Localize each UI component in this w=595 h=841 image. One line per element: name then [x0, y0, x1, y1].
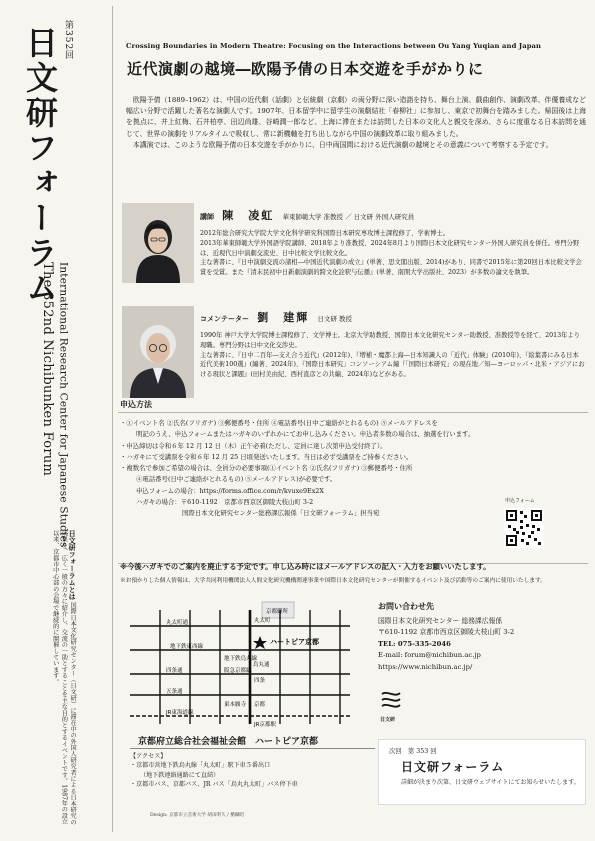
map-label: 東本願寺	[224, 702, 247, 708]
speaker-profile	[200, 207, 585, 278]
next-forum-box	[378, 739, 586, 805]
access-heading: 【アクセス】	[130, 753, 167, 760]
qr-label: 申込フォーム	[505, 498, 535, 504]
speaker-affiliation: 華東師範大学 准教授 ／ 日文研 外国人研究員	[282, 213, 415, 221]
map-label: 烏丸通	[253, 662, 270, 668]
map-label: 京都	[254, 702, 266, 708]
commentator-bio-1: 1990年 神戸大学大学院博士課程修了、文学博士。北京大学助教授、国際日本文化研究センター助教授、准教授等を経て、2013年より現職。専門分野は日中文化交渉史。	[200, 332, 581, 349]
about-text: 国際日本文化研究センター（日文研）に滞在中の外国人研究者による日本研究の成果を、広く一般の方々に紹介し、交流の一助とすることを主な目的とするイベントです。1987年の設立以来、京都市中心部の会場で継続的に開催しています。	[51, 530, 77, 826]
speaker-bio-2: 2013年華東師範大学外国語学院講師、2018年より准教授、2024年8月より国際日本文化研究センター外国人研究員を併任。専門分野は、近現代日中演劇交流史、日中比較文学比較文化。	[200, 239, 580, 257]
access-line: ・京都市バス、京都バス、JR バス「烏丸丸太町」バス停下車	[130, 781, 298, 789]
forum-name-en: The 352nd Nichibunken Forum	[40, 262, 55, 477]
contact-website[interactable]: https://www.nichibun.ac.jp/	[378, 662, 473, 671]
speaker-name: 陳 凌虹	[222, 209, 275, 222]
contact-email[interactable]: E-mail: forum@nichibun.ac.jp	[378, 651, 481, 660]
access-line: （地下鉄連絡通路にて直結）	[140, 771, 220, 779]
next-forum-title: 日文研フォーラム	[401, 760, 505, 774]
commentator-photo	[122, 306, 194, 398]
speaker-role: 講師	[200, 213, 214, 221]
speaker-bio-3: 主な著書に、『日中演劇交流の諸相―中国近代演劇の成立』(単著、思文閣出版、2014)があり、同書で2015年に第20回日本比較文学会賞を受賞。また『清末民初中日新劇演劇的跨文化詮釈与伝播』(単著、南開大学出版社、2023）が多数の論文を執筆。	[200, 259, 582, 277]
map-label: JR東海道線	[166, 710, 194, 716]
logo-text: 日文研	[380, 717, 396, 723]
design-credit: Design: 京都市立芸術大学 胡田明久 / 楯綱昭	[150, 813, 244, 818]
nichibunken-logo-icon	[380, 688, 402, 714]
postcard-notice: ※今後ハガキでのご案内を廃止する予定です。申し込み時にはメールアドレスの記入・入力をお願いいたします。	[120, 562, 491, 571]
map-label: 地下鉄東西線	[170, 644, 204, 650]
map-label: 丸太町通	[166, 620, 189, 626]
intro-paragraph-1: 欧陽予倩（1889–1962）は、中国の近代劇（話劇）と伝統劇（京劇）の両分野に深い造詣を持ち、舞台上演、戯曲創作、演劇改革、伴優養成など幅広い分野で活躍した著名な演劇人です。1907年、日本留学中に留学生の演劇結社「春柳社」に参加し、東京で初舞台を踏みました。帰国後は上海を拠点に、井上紅梅、石井柏亭、田辺尚雄、谷崎潤一郎など、上海に滞在または訪問した日本の文化人と親交を深め、さらに度重なる日本訪問を通じて、世界の演劇をリアルタイムで吸収し、常に新機軸を打ち出しながら中国の演劇改革に取り組みました。	[126, 96, 586, 138]
forum-title-vertical: 日文研フォーラム	[21, 26, 59, 306]
access-info	[130, 748, 375, 790]
map-label: 五条通	[166, 689, 183, 695]
privacy-note: ※お預かりした個人情報は、大学共同利用機関法人人間文化研究機構関連事業や国際日本文化研究センターが開催するイベント及び活動等のご案内に使用いたします。	[120, 578, 546, 584]
map-label: 地下鉄烏丸線	[224, 656, 258, 662]
apply-line: ・申込締切は令和６年 12 月 12 日（木）正午必着(ただし、定員に達し次第申込受付終了）。	[120, 441, 387, 450]
commentator-affiliation: 日文研 教授	[317, 315, 353, 323]
map-label: 丸太町	[254, 618, 271, 624]
about-heading: 日文研フォーラムとは	[68, 530, 78, 600]
issue-number: 第352回	[63, 20, 73, 61]
map-label: ハートピア京都	[270, 638, 319, 646]
map-label: 京都御所	[266, 609, 289, 615]
speaker-bio-1: 2012年総合研究大学院大学文化科学研究科国際日本研究専攻博士課程修了、学術博士。	[200, 230, 450, 238]
apply-form-url[interactable]: 申込フォームの場合：https://forms.office.com/r/kvuxe9Ex2X	[136, 486, 324, 495]
speaker-photo	[122, 203, 194, 283]
contact-org: 国際日本文化研究センター 総務課広報係	[378, 616, 503, 625]
apply-line: ・ハガキにて受講票を令和６年 12 月 25 日頃発送いたします。当日は必ず受講票をご持参ください。	[120, 452, 413, 461]
contact-info	[378, 600, 588, 673]
map-label: 四条	[254, 678, 266, 684]
left-column	[0, 0, 112, 841]
venue-name: 京都府立総合社会福祉会館 ハートピア京都	[138, 737, 319, 747]
qr-code-icon[interactable]	[504, 508, 544, 548]
apply-heading: 申込方法	[120, 400, 152, 409]
intro-paragraph-2: 本講演では、このような欧陽予倩の日本交遊を手がかりに、日中両国間における近代演劇の越境とその意義について考察する予定です。	[132, 140, 553, 149]
apply-line: ・①イベント名 ②氏名(フリガナ) ③郵便番号・住所 ④電話番号(日中ご連絡がとれるもの) ⑤メールアドレスを	[120, 419, 438, 427]
apply-line: 明記のうえ、申込フォームまたはハガキのいずれかにてお申し込みください。申込者多数の場合は、抽選を行います。	[136, 430, 475, 439]
commentator-role: コメンテーター	[200, 315, 249, 323]
access-map	[120, 600, 370, 730]
english-title: Crossing Boundaries in Modern Theatre: Focusing on the Interactions between Ou Yang Yuqian and Japan	[126, 42, 542, 50]
commentator-profile	[200, 309, 585, 380]
contact-tel[interactable]: TEL: 075-335-2046	[378, 639, 451, 648]
about-forum	[50, 530, 77, 830]
apply-postcard-recipient: 国際日本文化研究センター総務課広報係「日文研フォーラム」担当宛	[182, 509, 380, 517]
map-label: JR京都駅	[254, 722, 276, 728]
contact-heading: お問い合わせ先	[378, 602, 434, 611]
intro-text	[126, 95, 586, 151]
apply-line: ④電話番号(日中ご連絡がとれるもの) ⑤メールアドレス)が必要です。	[136, 475, 337, 484]
next-forum-label: 次回 第 353 回	[389, 748, 437, 755]
commentator-bio-2: 主な著書に、『日中二百年―支え合う近代』(2012年)、『増補・魔都上海―日本知識人の「近代」体験』(2010年)、『絵葉書にみる日本近代美術100選』(編著、2024年)、『国際日本研究」コンソーシアム編『「国際日本研究」の現在地／知―ヨーロッパ・北米・アジアにおける現状と課題』(田村美由紀、西村直彦との共編、2024年)などがある。	[200, 351, 585, 379]
apply-details	[120, 418, 585, 519]
main-column	[112, 0, 595, 841]
apply-postcard-address: ハガキの場合：〒610-1192 京都市西京区御陵大枝山町 3-2	[136, 497, 314, 506]
map-label: 四条通	[166, 668, 183, 674]
org-name-en: International Research Center for Japanese Studies	[57, 262, 70, 548]
map-label: 阪急京都線	[224, 668, 252, 674]
contact-address: 〒610-1192 京都市西京区御陵大枝山町 3-2	[378, 628, 515, 637]
apply-line: ・複数名で参加ご希望の場合は、全員分の必要事項(①イベント名 ②氏名(フリガナ) ③郵便番号・住所	[120, 464, 413, 472]
next-forum-detail: 詳細が決まり次第、日文研ウェブサイトにてお知らせいたします。	[401, 779, 580, 786]
access-line: ・京都市営地下鉄烏丸線「丸太町」駅下車５番出口	[130, 762, 271, 770]
commentator-name: 劉 建輝	[257, 311, 310, 324]
japanese-title: 近代演劇の越境―欧陽予倩の日本交遊を手がかりに	[127, 60, 484, 78]
